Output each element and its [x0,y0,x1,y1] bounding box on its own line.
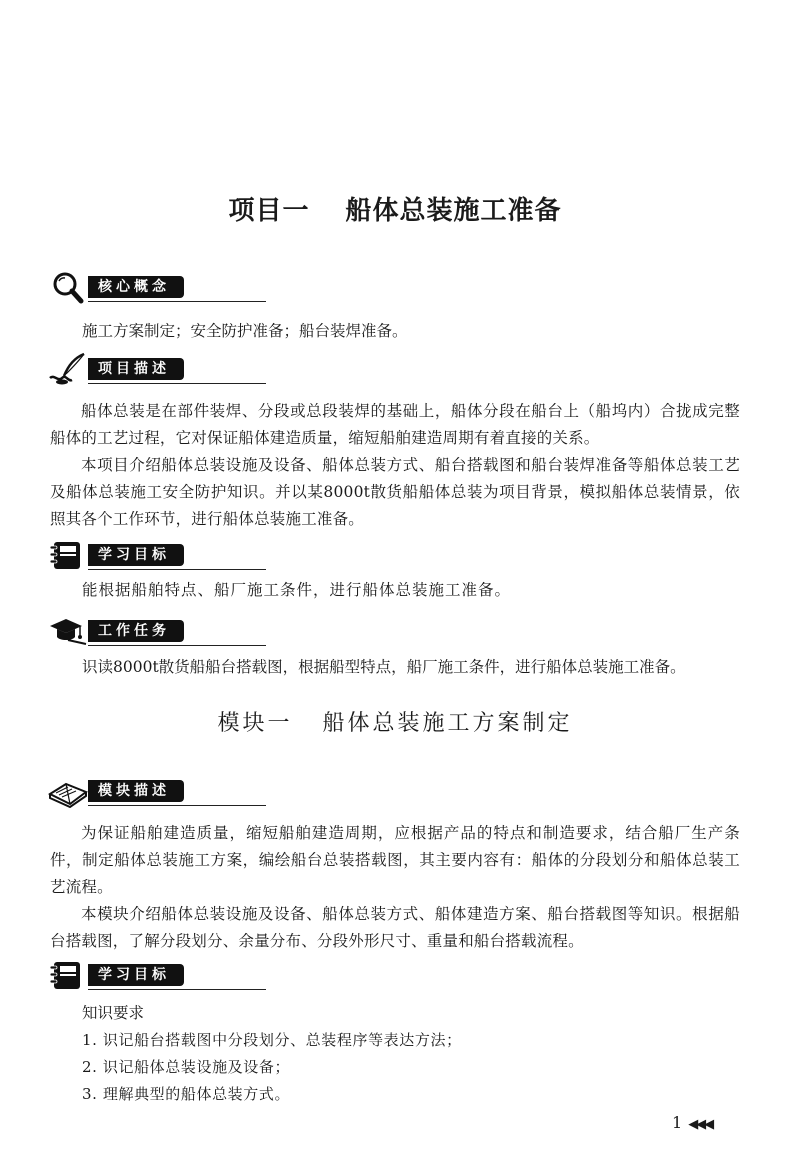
module-description-paragraph-2: 本模块介绍船体总装设施及设备、船体总装方式、船体建造方案、船台搭载图等知识。根据船台搭载图，了解分段划分、余量分布、分段外形尺寸、重量和船台搭载流程。 [50,905,740,950]
core-concepts-text: 施工方案制定；安全防护准备；船台装焊准备。 [82,322,408,340]
project-description-paragraph-2: 本项目介绍船体总装设施及设备、船体总装方式、船台搭载图和船台装焊准备等船体总装工艺及船体总装施工安全防护知识。并以某8000t散货船船体总装为项目背景，模拟船体总装情景，依照其各个工作环节，进行船体总装施工准备。 [50,456,740,528]
section-learning-goals-header [48,538,288,572]
page-number-value: 1 [672,1113,683,1132]
work-task-text: 识读8000t散货船船台搭载图，根据船型特点，船厂施工条件，进行船体总装施工准备。 [82,658,686,676]
section-rule [88,645,266,646]
open-book-icon [48,774,88,808]
project-name: 船体总装施工准备 [345,196,562,226]
section-work-task-header [48,614,288,648]
section-rule [88,569,266,570]
section-learning-goals-label: 学习目标 [88,544,184,566]
section-rule [88,383,266,384]
notebook-icon [48,958,88,992]
module-name: 船体总装施工方案制定 [322,711,573,736]
section-rule [88,989,266,990]
knowledge-heading: 知识要求 [82,1004,145,1022]
graduation-cap-icon [48,614,88,648]
section-core-concepts-label: 核心概念 [88,276,184,298]
section-rule [88,301,266,302]
project-description-paragraph-1: 船体总装是在部件装焊、分段或总段装焊的基础上，船体分段在船台上（船坞内）合拢成完整船体的工艺过程，它对保证船体建造质量，缩短船舶建造周期有着直接的关系。 [50,402,740,447]
page-number [672,1113,712,1132]
section-module-learning-goals-header [48,958,288,992]
module-description-paragraph-1: 为保证船舶建造质量，缩短船舶建造周期，应根据产品的特点和制造要求，结合船厂生产条件，制定船体总装施工方案，编绘船台总装搭载图，其主要内容有：船体的分段划分和船体总装工艺流程。 [50,824,740,896]
project-number: 项目一 [228,196,310,226]
module-number: 模块一 [217,711,293,736]
quill-pen-icon [48,352,88,386]
section-work-task-label: 工作任务 [88,620,184,642]
section-rule [88,805,266,806]
section-project-description-label: 项目描述 [88,358,184,380]
section-module-description-header [48,774,288,808]
knowledge-item-2: 2. 识记船体总装设施及设备； [82,1058,291,1076]
magnifier-icon [48,270,88,304]
knowledge-item-3: 3. 理解典型的船体总装方式。 [82,1085,291,1103]
module-title [0,706,790,737]
page-arrows-icon: ◀◀◀ [688,1117,713,1132]
knowledge-item-1: 1. 识记船台搭载图中分段划分、总装程序等表达方法； [82,1031,462,1049]
section-module-description-label: 模块描述 [88,780,184,802]
notebook-icon [48,538,88,572]
section-project-description-header [48,352,288,386]
project-title [0,190,790,227]
section-module-learning-goals-label: 学习目标 [88,964,184,986]
learning-goals-text: 能根据船舶特点、船厂施工条件，进行船体总装施工准备。 [82,581,512,599]
section-core-concepts-header [48,270,288,304]
